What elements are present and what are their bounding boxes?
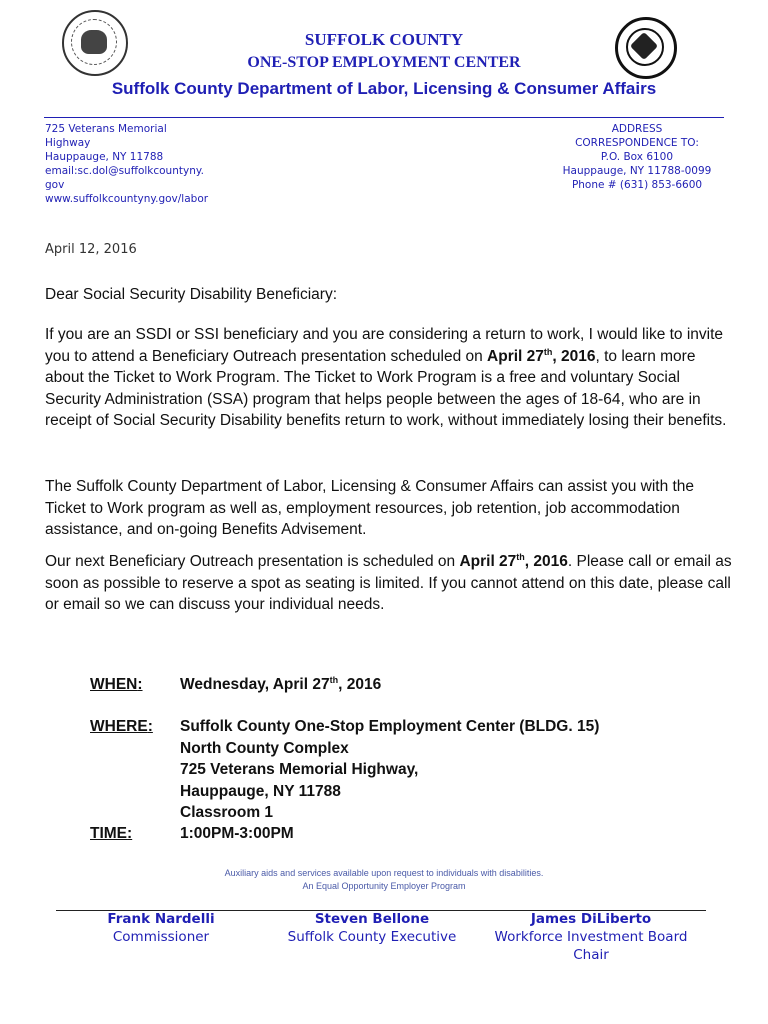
correspondence-phone: Phone # (631) 853-6600 bbox=[571, 179, 703, 191]
paragraph-next-presentation: Our next Beneficiary Outreach presentation is scheduled on April 27th, 2016. Please call or email as soon as possible to reserve a spot as seating is limited. If you cannot attend on this date, please call or email so we can discuss your individual needs. bbox=[45, 551, 732, 613]
signatory-name: Frank Nardelli bbox=[107, 911, 215, 927]
signatory-title: Workforce Investment Board Chair bbox=[494, 929, 688, 963]
paragraph-invitation: If you are an SSDI or SSI beneficiary and you are considering a return to work, I would like to invite you to attend a Beneficiary Outreach presentation scheduled on April 27th, 2016, to learn more about the Ticket to Work Program. The Ticket to Work Program is a free and voluntary Social Security Administration (SSA) program that helps people between the ages of 18-64, who are in receipt of Social Security Disability benefits return to work, without immediately losing their benefits. bbox=[45, 326, 727, 429]
equal-opportunity-note: An Equal Opportunity Employer Program bbox=[302, 881, 466, 891]
return-address bbox=[45, 122, 210, 206]
address-street: 725 Veterans Memorial Highway bbox=[45, 123, 167, 149]
signatory-title: Commissioner bbox=[112, 929, 210, 945]
when-label: WHEN: bbox=[90, 676, 143, 693]
correspondence-city: Hauppauge, NY 11788-0099 bbox=[562, 165, 712, 177]
signatory-name: Steven Bellone bbox=[314, 911, 430, 927]
paragraph-services: The Suffolk County Department of Labor, Licensing & Consumer Affairs can assist you with the Ticket to Work program as well as, employment resources, job retention, job accommodation assistance, and on-going Benefits Advisement. bbox=[45, 478, 695, 538]
correspondence-heading: ADDRESS CORRESPONDENCE TO: bbox=[575, 123, 699, 149]
where-line: Hauppauge, NY 11788 bbox=[180, 782, 341, 800]
where-value bbox=[180, 716, 599, 824]
letter-date: April 12, 2016 bbox=[45, 242, 137, 257]
signatory-county-executive bbox=[277, 910, 467, 946]
salutation: Dear Social Security Disability Beneficiary: bbox=[45, 286, 338, 303]
signatory-name: James DiLiberto bbox=[530, 911, 652, 927]
address-website: www.suffolkcountyny.gov/labor bbox=[45, 193, 209, 205]
signatory-title: Suffolk County Executive bbox=[287, 929, 457, 945]
header-county-name: SUFFOLK COUNTY bbox=[304, 30, 464, 49]
time-value: 1:00PM-3:00PM bbox=[180, 825, 294, 842]
header-center-name: ONE-STOP EMPLOYMENT CENTER bbox=[247, 54, 521, 71]
where-line: 725 Veterans Memorial Highway, bbox=[180, 761, 419, 778]
when-value: Wednesday, April 27th, 2016 bbox=[180, 674, 382, 693]
correspondence-address bbox=[552, 122, 722, 192]
where-label: WHERE: bbox=[90, 718, 153, 735]
time-label: TIME: bbox=[90, 825, 133, 842]
where-line: Classroom 1 bbox=[180, 804, 274, 821]
address-email: email:sc.dol@suffolkcountyny.gov bbox=[45, 165, 204, 191]
address-city: Hauppauge, NY 11788 bbox=[45, 151, 164, 163]
signatory-wib-chair bbox=[486, 910, 696, 964]
department-title: Suffolk County Department of Labor, Licensing & Consumer Affairs bbox=[111, 79, 657, 98]
where-line: North County Complex bbox=[180, 739, 349, 757]
correspondence-pobox: P.O. Box 6100 bbox=[600, 151, 674, 163]
header-divider bbox=[44, 117, 724, 118]
where-line: Suffolk County One-Stop Employment Center (BLDG. 15) bbox=[180, 718, 600, 735]
signatory-commissioner bbox=[76, 910, 246, 946]
auxiliary-aids-note: Auxiliary aids and services available upon request to individuals with disabilities. bbox=[224, 868, 544, 878]
